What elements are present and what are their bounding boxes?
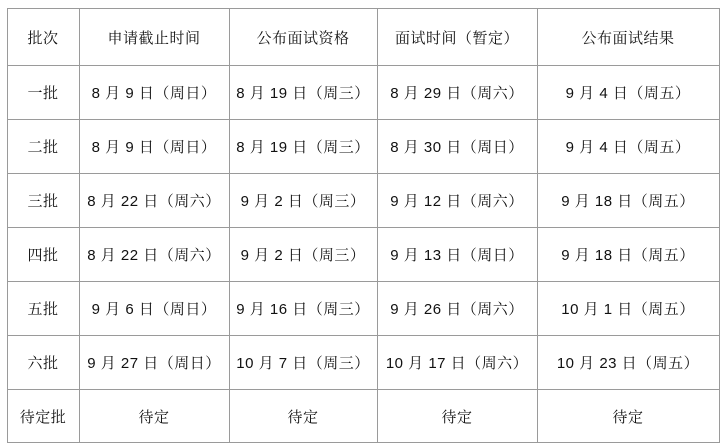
cell-result: 待定 bbox=[537, 390, 719, 443]
cell-interview-time: 待定 bbox=[377, 390, 537, 443]
cell-qualification: 8 月 19 日（周三） bbox=[229, 120, 377, 174]
column-header-qualification: 公布面试资格 bbox=[229, 9, 377, 66]
cell-qualification: 9 月 16 日（周三） bbox=[229, 282, 377, 336]
table-row bbox=[7, 282, 719, 336]
cell-qualification: 9 月 2 日（周三） bbox=[229, 174, 377, 228]
cell-interview-time: 9 月 26 日（周六） bbox=[377, 282, 537, 336]
table-header bbox=[7, 9, 719, 66]
table-row bbox=[7, 66, 719, 120]
cell-result: 9 月 18 日（周五） bbox=[537, 228, 719, 282]
table-body bbox=[7, 66, 719, 443]
table-header-row bbox=[7, 9, 719, 66]
cell-qualification: 9 月 2 日（周三） bbox=[229, 228, 377, 282]
cell-deadline: 8 月 22 日（周六） bbox=[79, 174, 229, 228]
interview-schedule-table bbox=[7, 8, 720, 443]
cell-interview-time: 8 月 29 日（周六） bbox=[377, 66, 537, 120]
table-row bbox=[7, 120, 719, 174]
cell-deadline: 待定 bbox=[79, 390, 229, 443]
cell-result: 10 月 1 日（周五） bbox=[537, 282, 719, 336]
cell-deadline: 8 月 22 日（周六） bbox=[79, 228, 229, 282]
cell-deadline: 9 月 6 日（周日） bbox=[79, 282, 229, 336]
cell-interview-time: 8 月 30 日（周日） bbox=[377, 120, 537, 174]
table-row bbox=[7, 228, 719, 282]
table-row bbox=[7, 390, 719, 443]
cell-batch: 三批 bbox=[7, 174, 79, 228]
cell-interview-time: 9 月 13 日（周日） bbox=[377, 228, 537, 282]
cell-batch: 一批 bbox=[7, 66, 79, 120]
cell-result: 9 月 18 日（周五） bbox=[537, 174, 719, 228]
cell-qualification: 待定 bbox=[229, 390, 377, 443]
cell-batch: 六批 bbox=[7, 336, 79, 390]
cell-interview-time: 10 月 17 日（周六） bbox=[377, 336, 537, 390]
cell-result: 9 月 4 日（周五） bbox=[537, 120, 719, 174]
cell-batch: 待定批 bbox=[7, 390, 79, 443]
cell-deadline: 8 月 9 日（周日） bbox=[79, 120, 229, 174]
column-header-deadline: 申请截止时间 bbox=[79, 9, 229, 66]
cell-result: 9 月 4 日（周五） bbox=[537, 66, 719, 120]
cell-interview-time: 9 月 12 日（周六） bbox=[377, 174, 537, 228]
column-header-interview-time: 面试时间（暂定） bbox=[377, 9, 537, 66]
cell-deadline: 8 月 9 日（周日） bbox=[79, 66, 229, 120]
cell-qualification: 10 月 7 日（周三） bbox=[229, 336, 377, 390]
cell-batch: 五批 bbox=[7, 282, 79, 336]
column-header-result: 公布面试结果 bbox=[537, 9, 719, 66]
cell-batch: 二批 bbox=[7, 120, 79, 174]
table-row bbox=[7, 174, 719, 228]
cell-qualification: 8 月 19 日（周三） bbox=[229, 66, 377, 120]
cell-deadline: 9 月 27 日（周日） bbox=[79, 336, 229, 390]
cell-result: 10 月 23 日（周五） bbox=[537, 336, 719, 390]
column-header-batch: 批次 bbox=[7, 9, 79, 66]
cell-batch: 四批 bbox=[7, 228, 79, 282]
table-row bbox=[7, 336, 719, 390]
